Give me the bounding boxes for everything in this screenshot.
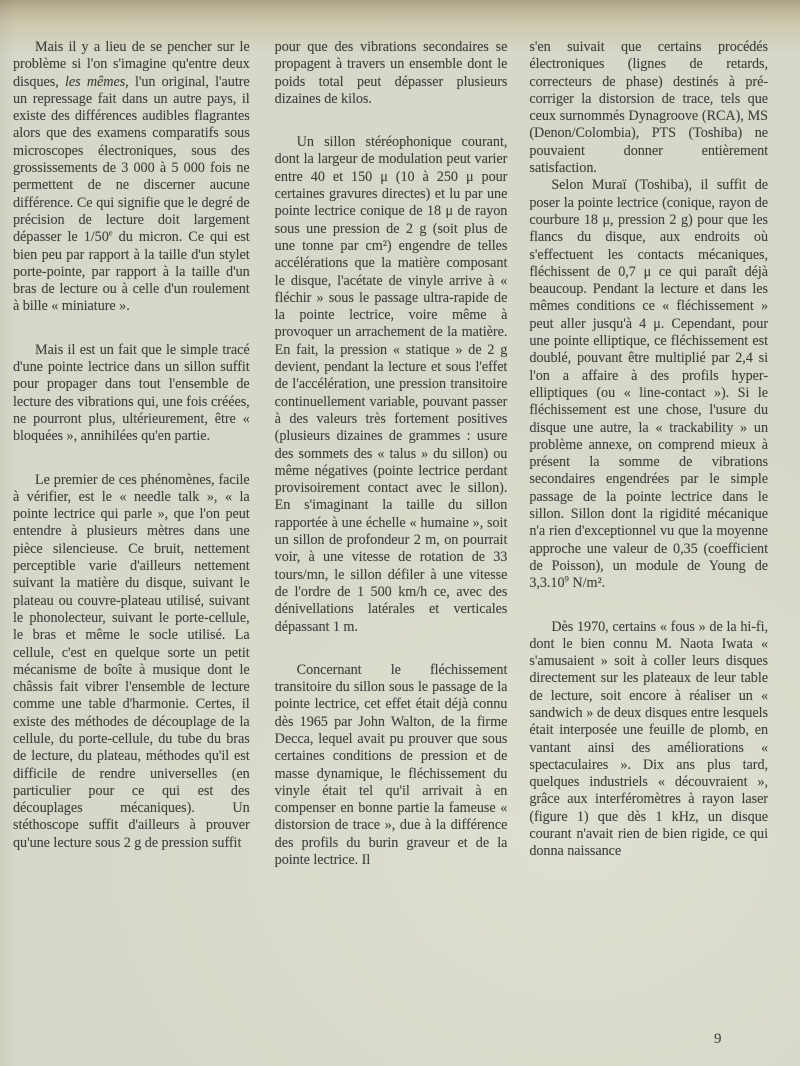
paragraph: Un sillon stéréophonique courant, dont la largeur de modulation peut varier entre 40 et 150 μ (10 à 250 μ pour certaines gravures directes) et lu par une pointe lectrice conique de 18 μ de rayon sous une pression de 2 g (soit plus de une tonne par cm²) engendre de telles accélérations que la matière composant le disque, l'acétate de vinyle arrive à « fléchir » sous le passage ultra-rapide de la pointe lectrice, voire même à provoquer un arrachement de la matière. En fait, la pression « statique » de 2 g devient, pendant la lecture et sous l'effet de l'accélération, une pression transitoire continuellement variable, pouvant passer à des valeurs très fortement positives (plusieurs dizaines de grammes : usure des sommets des « talus » du sillon) ou même négatives (pointe lectrice perdant provisoirement contact avec le sillon). En s'imaginant la taille du sillon rapportée à une échelle « humaine », soit un sillon de profondeur 2 m, on pourrait voir, à une vitesse de rotation de 33 tours/mn, le sillon défiler à une vitesse de l'ordre de 1 500 km/h ce, avec des dénivellations latérales et verticales dépassant 1 m. <box>274 134 508 635</box>
paragraph: Dès 1970, certains « fous » de la hi-fi, dont le bien connu M. Naota Iwata « s'amusaient » soit à coller leurs disques directement sur les plateaux de leur table de lecture, soit encore à réaliser un « sandwich » de deux disques entre lesquels était interposée une feuille de plomb, en vantant ainsi des améliorations « spectaculaires ». Dix ans plus tard, quelques industriels « découvraient », grâce aux interféromètres à rayon laser (figure 1) que dès 1 kHz, un disque courant n'avait rien de bien rigide, ce qui donna naissance <box>529 618 768 860</box>
paragraph-continuation: s'en suivait que certains procédés électroniques (lignes de retards, correcteurs de phase) destinés à pré-corriger la distorsion de trace, tels que ceux surnommés Dynagroove (RCA), MS (Denon/Colombia), PTS (Toshiba) ne pouvaient donner entièrement satisfaction. <box>529 39 768 177</box>
column-1 <box>13 39 250 869</box>
superscript: e <box>108 227 113 238</box>
paragraph: Mais il est un fait que le simple tracé d'une pointe lectrice dans un sillon suffit pour propager dans tout l'ensemble de lecture des vibrations qui, une fois créées, ne pourront plus, ultérieurement, être « bloquées », annihilées qu'en partie. <box>13 341 250 445</box>
paragraph-continuation: pour que des vibrations secondaires se propagent à travers un ensemble dont le poids total peut dépasser plusieurs dizaines de kilos. <box>274 39 508 107</box>
column-2 <box>275 39 508 869</box>
paragraph: Le premier de ces phénomènes, facile à vérifier, est le « needle talk », « la pointe lectrice qui parle », que l'on peut entendre à plusieurs mètres dans une pièce silencieuse. Ce bruit, nettement perceptible varie d'ailleurs nettement suivant la matière du disque, suivant le plateau ou couvre-plateau utilisé, suivant le phonolecteur, suivant le porte-cellule, le bras et même le socle utilisé. La cellule, c'est en quelque sorte un petit mécanisme de boîte à musique dont le châssis fait vibrer l'ensemble de lecture comme une table d'harmonie. Certes, il existe des méthodes de découplage de la cellule, du porte-cellule, du tube du bras de lecture, du plateau, méthodes qu'il est difficile de rendre universelles (en particulier pour ce qui est des découplages mécaniques). Un stéthoscope suffit d'ailleurs à prouver qu'une lecture sous 2 g de pression suffit <box>13 471 250 851</box>
page-number: 9 <box>714 1031 722 1047</box>
text-run: Mais il y a lieu de se pencher sur le problème si l'on s'imagine qu'entre deux disques, <box>13 39 250 90</box>
text-run: N/m². <box>568 575 606 592</box>
paragraph <box>529 177 768 592</box>
text-run: l'un original, l'autre un repressage fait dans un autre pays, il existe des différences audibles flagrantes alors que des examens comparatifs sous microscopes électroniques, sous des grossissements de 3 000 à 5 000 fois ne permettent de ne discerner aucune différence. Ce qui signifie que le degré de précision de lecture doit largement dépasser le 1/50 <box>13 73 250 246</box>
paragraph <box>13 39 250 316</box>
column-3 <box>529 39 768 869</box>
superscript: 9 <box>564 573 569 584</box>
italic-phrase: les mêmes, <box>64 73 129 90</box>
text-run: Selon Muraï (Toshiba), il suffit de poser la pointe lectrice (conique, rayon de courbure 18 μ, pression 2 g) pour que les flancs du disque, aux endroits où s'effectuent les contacts mécaniques, fléchissent de 0,7 μ ce qui paraît déjà beaucoup. Pendant la lecture et dans les mêmes conditions ce « fléchissement » peut aller jusqu'à 4 μ. Cependant, pour une pointe elliptique, ce fléchissement est doublé, pouvant être multiplié par 2,4 si l'on a affaire à des profils hyper-elliptiques (ou « line-contact »). Si le fléchissement est une chose, l'usure du disque une autre, la « trackability » un problème annexe, on comprend mieux à présent la somme de vibrations secondaires engendrées par le simple passage de la pointe lectrice dans le sillon. Sillon dont la rigidité mécanique n'a rien d'exceptionnel vu que la moyenne approche une valeur de 0,35 (coefficient de Poisson), un module de Young de 3,3.10 <box>529 177 768 592</box>
text-run: du micron. Ce qui est bien peu par rapport à la taille d'un stylet porte-pointe, par rapport à la taille d'un bras de lecture ou à celle d'un roulement à bille « miniature ». <box>13 229 250 315</box>
paragraph: Concernant le fléchissement transitoire du sillon sous le passage de la pointe lectrice, cet effet était déjà connu dès 1965 par John Walton, de la firme Decca, lequel avait pu prouver que sous certaines conditions de pression et de masse dynamique, le fléchissement du vinyle était tel qu'il arrivait à en compenser en bonne partie la fameuse « distorsion de trace », due à la différence des profils du burin graveur et de la pointe lectrice. Il <box>274 661 508 869</box>
